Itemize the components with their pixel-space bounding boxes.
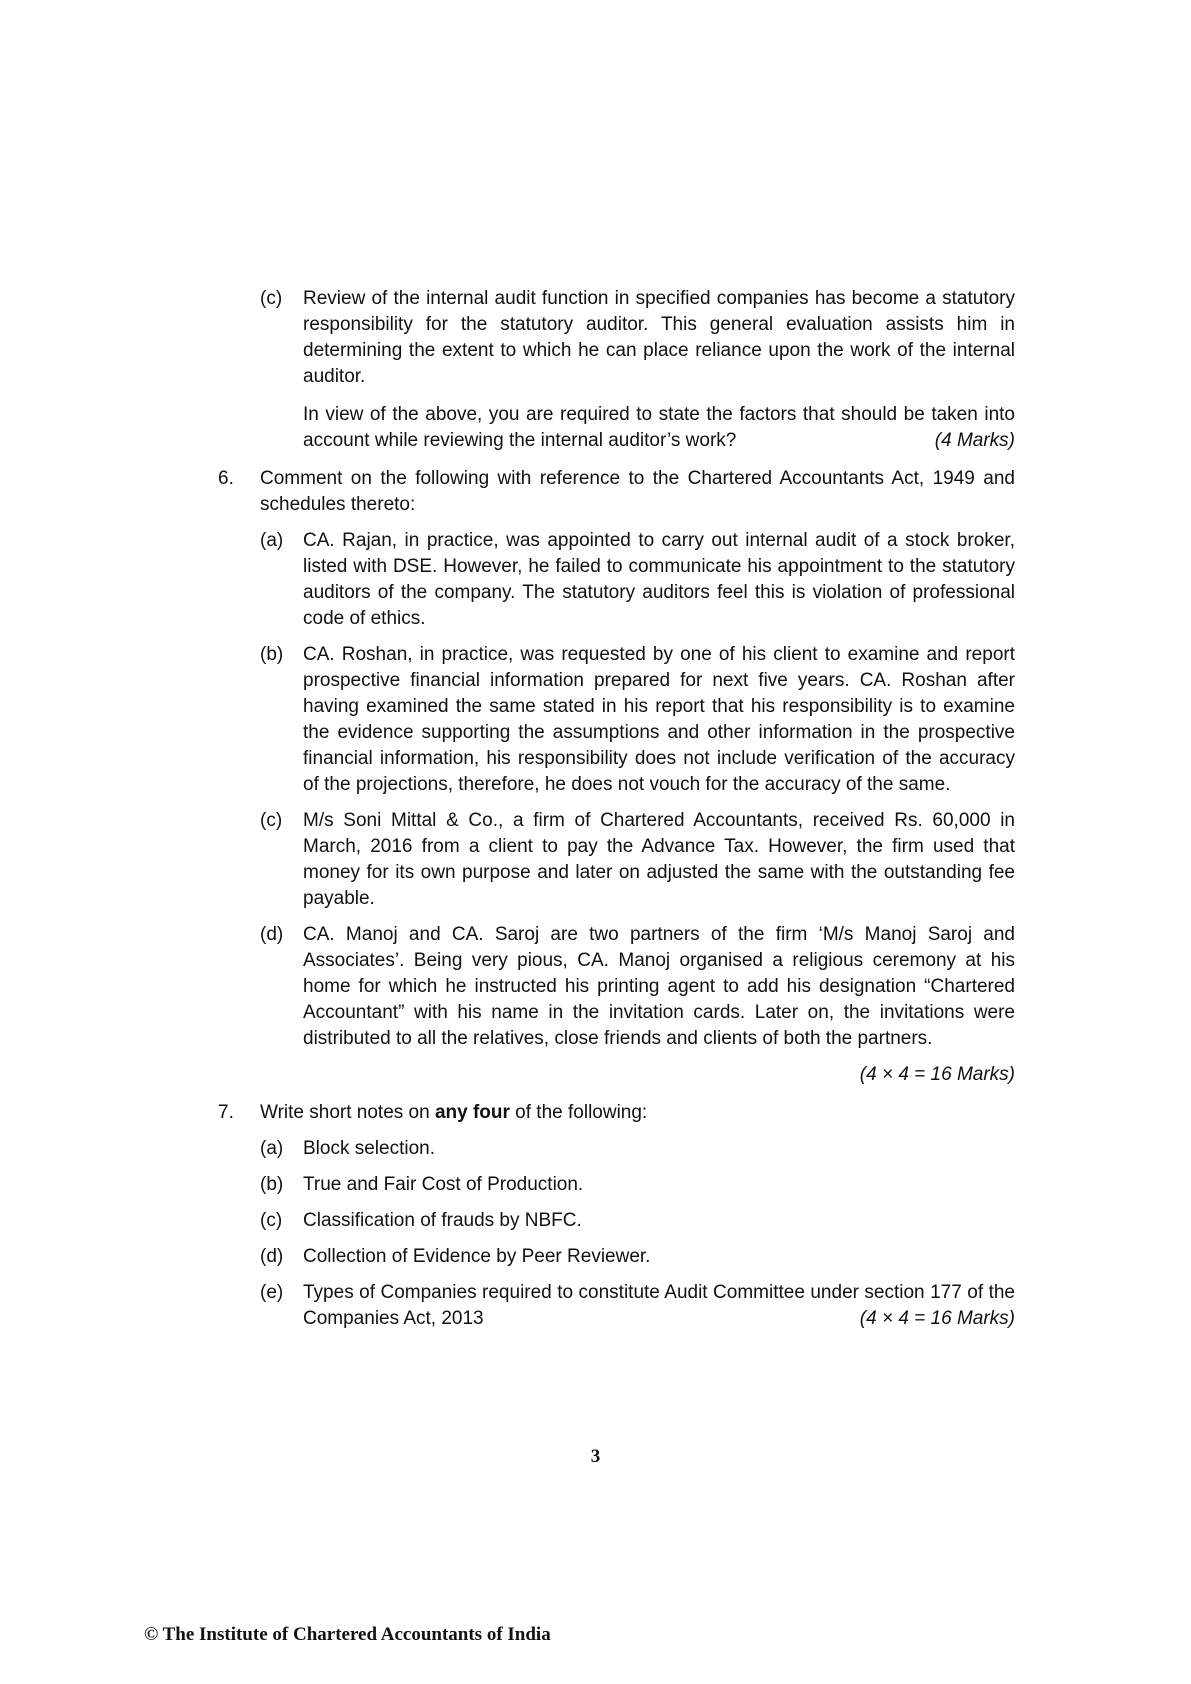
question-content [218, 286, 1015, 1332]
q7-item-d [260, 1244, 1015, 1270]
item-label: (c) [260, 810, 283, 831]
item-label: (b) [260, 1174, 284, 1195]
question-intro [260, 1100, 1015, 1126]
copyright-footer: © The Institute of Chartered Accountants of India [144, 1624, 551, 1645]
question-6 [218, 466, 1015, 518]
q7-marks: (4 × 4 = 16 Marks) [859, 1308, 1015, 1329]
q7-item-b [260, 1172, 1015, 1198]
item-label: (c) [260, 1210, 283, 1231]
item-text: Types of Companies required to constitute Audit Committee under section 177 of the Companies Act, 2013 [303, 1282, 1015, 1329]
item-label: (a) [260, 530, 284, 551]
item-label: (b) [260, 644, 284, 665]
item-text: M/s Soni Mittal & Co., a firm of Chartered Accountants, received Rs. 60,000 in March, 2016 from a client to pay the Advance Tax. However, the firm used that money for its own purpose and later on adjusted the same with the outstanding fee payable. [303, 810, 1015, 909]
intro-bold: any four [434, 1102, 510, 1123]
q5-marks: (4 Marks) [934, 430, 1015, 451]
item-label: (c) [260, 288, 283, 309]
q7-item-c [260, 1208, 1015, 1234]
q6-item-b [260, 642, 1015, 798]
item-text-wrap [303, 1280, 1015, 1332]
intro-before: Write short notes on [260, 1102, 435, 1123]
item-label: (d) [260, 1246, 284, 1267]
q6-item-c [260, 808, 1015, 912]
intro-after: of the following: [509, 1102, 648, 1123]
item-text: Collection of Evidence by Peer Reviewer. [303, 1246, 651, 1267]
item-text: Classification of frauds by NBFC. [303, 1210, 582, 1231]
q6-item-a [260, 528, 1015, 632]
q5-followup [303, 402, 1015, 454]
item-text: CA. Manoj and CA. Saroj are two partners of the firm ‘M/s Manoj Saroj and Associates’. Being very pious, CA. Manoj organised a religious ceremony at his home for which he instructed his printing agent to add his designation “Chartered Accountant” with his name in the invitation cards. Later on, the invitations were distributed to all the relatives, close friends and clients of both the partners. [303, 924, 1015, 1049]
question-intro: Comment on the following with reference to the Chartered Accountants Act, 1949 and schedules thereto: [260, 468, 1015, 515]
question-number: 7. [218, 1102, 234, 1123]
followup-text: In view of the above, you are required to state the factors that should be taken into account while reviewing the internal auditor’s work? [303, 404, 1015, 451]
question-number: 6. [218, 468, 234, 489]
item-text: CA. Rajan, in practice, was appointed to carry out internal audit of a stock broker, listed with DSE. However, he failed to communicate his appointment to the statutory auditors of the company. The statutory auditors feel this is violation of professional code of ethics. [303, 530, 1015, 629]
page-number: 3 [590, 1446, 601, 1467]
item-text: CA. Roshan, in practice, was requested by one of his client to examine and report prospective financial information prepared for next five years. CA. Roshan after having examined the same stated in his report that his responsibility is to examine the evidence supporting the assumptions and other information in the prospective financial information, his responsibility does not include verification of the accuracy of the projections, therefore, he does not vouch for the accuracy of the same. [303, 644, 1015, 795]
item-text: Block selection. [303, 1138, 436, 1159]
question-7 [218, 1100, 1015, 1126]
item-text: True and Fair Cost of Production. [303, 1174, 584, 1195]
item-label: (a) [260, 1138, 284, 1159]
item-label: (e) [260, 1282, 284, 1303]
q6-marks: (4 × 4 = 16 Marks) [859, 1064, 1015, 1085]
q6-item-d [260, 922, 1015, 1052]
q7-item-e [260, 1280, 1015, 1332]
item-label: (d) [260, 924, 284, 945]
q5-item-c [260, 286, 1015, 390]
q7-item-a [260, 1136, 1015, 1162]
item-text: Review of the internal audit function in specified companies has become a statutory responsibility for the statutory auditor. This general evaluation assists him in determining the extent to which he can place reliance upon the work of the internal auditor. [303, 288, 1015, 387]
